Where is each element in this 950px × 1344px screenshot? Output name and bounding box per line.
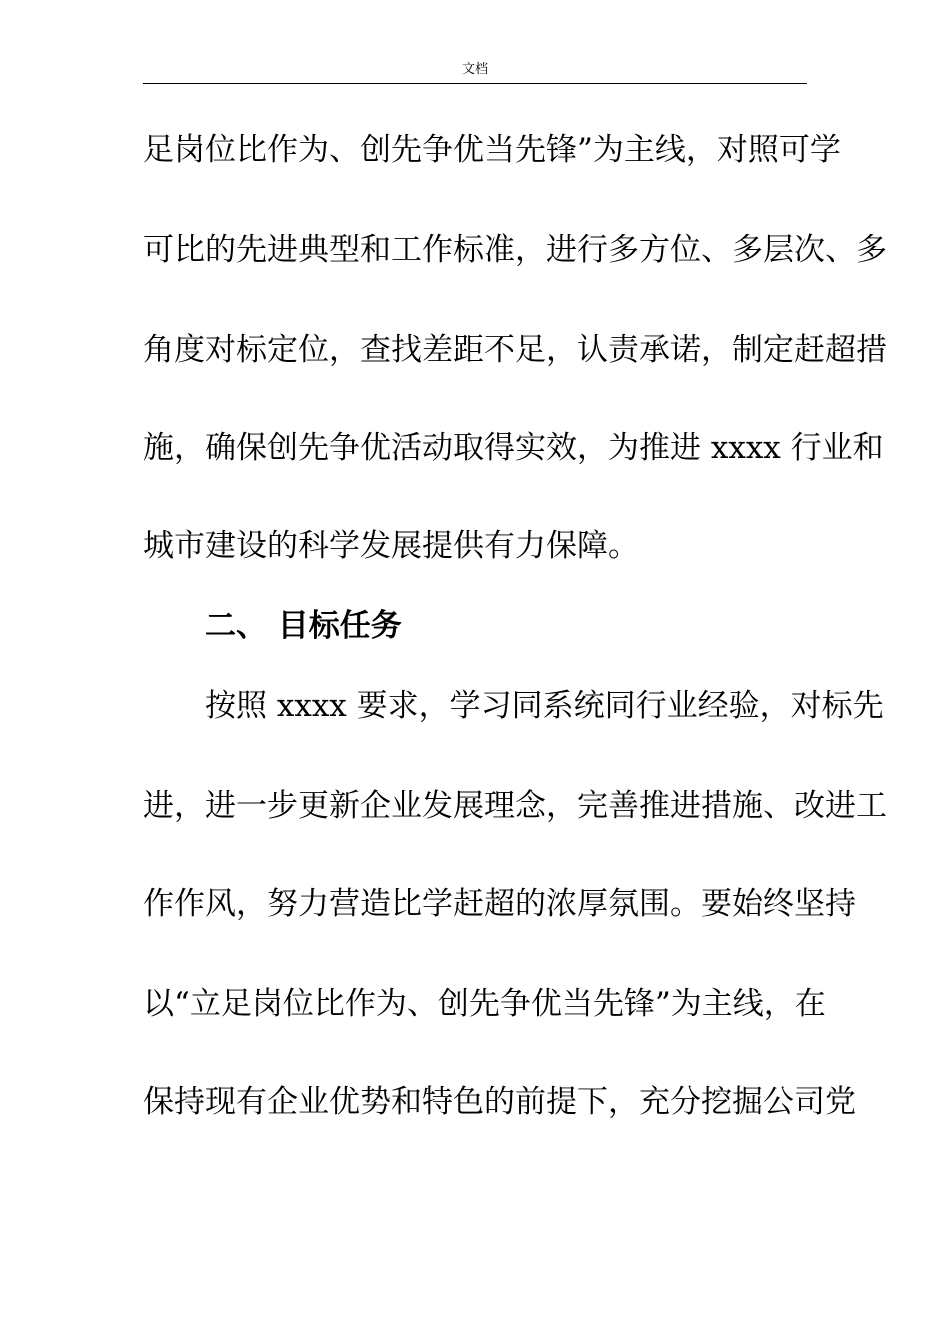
paragraph-1-line-3: 角度对标定位，查找差距不足，认责承诺，制定赶超措: [143, 332, 887, 368]
section-heading: 二、 目标任务: [205, 608, 402, 644]
paragraph-2-line-4: 以“立足岗位比作为、创先争优当先锋”为主线，在: [143, 986, 826, 1022]
paragraph-2-line-5: 保持现有企业优势和特色的前提下，充分挖掘公司党: [143, 1084, 856, 1120]
page-header-label: 文档: [461, 62, 488, 77]
header-divider: [143, 83, 807, 84]
paragraph-1-line-4: 施，确保创先争优活动取得实效，为推进 xxxx 行业和: [143, 430, 884, 466]
paragraph-1-line-1: 足岗位比作为、创先争优当先锋”为主线，对照可学: [143, 132, 841, 168]
paragraph-1-line-5: 城市建设的科学发展提供有力保障。: [143, 528, 639, 564]
paragraph-2-line-1: 按照 xxxx 要求，学习同系统同行业经验，对标先: [205, 688, 884, 724]
paragraph-1-line-2: 可比的先进典型和工作标准，进行多方位、多层次、多: [143, 232, 887, 268]
paragraph-2-line-2: 进，进一步更新企业发展理念，完善推进措施、改进工: [143, 788, 887, 824]
paragraph-2-line-3: 作作风，努力营造比学赶超的浓厚氛围。要始终坚持: [143, 886, 856, 922]
